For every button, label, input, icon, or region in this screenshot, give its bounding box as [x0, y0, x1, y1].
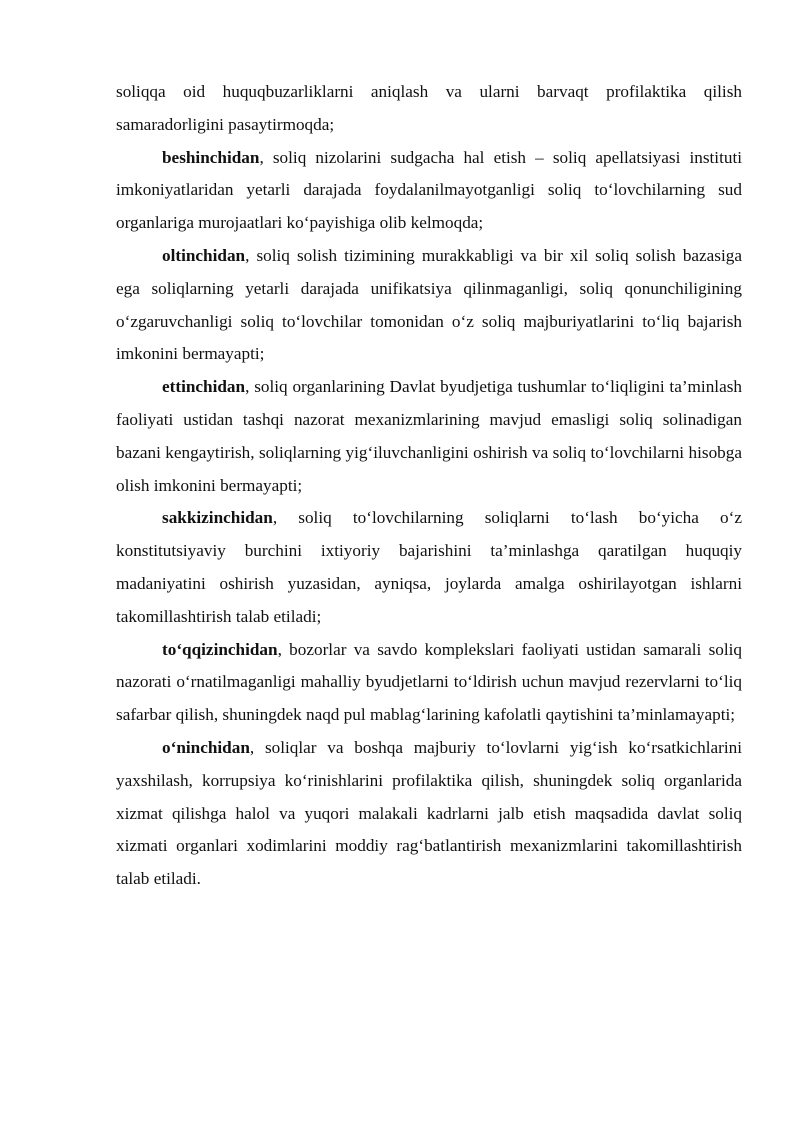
paragraph-beshinchidan — [116, 142, 742, 240]
paragraph-sakkizinchidan — [116, 502, 742, 633]
paragraph-text: soliqqa oid huquqbuzarliklarni aniqlash va ularni barvaqt profilaktika qilish samaradorligini pasaytirmoqda; — [116, 82, 742, 134]
paragraph-continuation — [116, 76, 742, 142]
paragraph-text: , soliq solish tizimining murakkabligi va bir xil soliq solish bazasiga ega soliqlarning yetarli darajada unifikatsiya qilinmaganligi, soliq qonunchiligining o‘zgaruvchanligi soliq to‘lovchilar tomonidan o‘z soliq majburiyatlarini to‘liq bajarish imkonini bermayapti; — [116, 245, 742, 364]
paragraph-oltinchidan — [116, 240, 742, 371]
paragraph-lead-word: ettinchidan — [162, 377, 246, 397]
paragraph-text: , bozorlar va savdo komplekslari faoliyati ustidan samarali soliq nazorati o‘rnatilmaganligi mahalliy byudjetlarni to‘ldirish uchun mavjud rezervlarni to‘liq safarbar qilish, shuningdek naqd pul mablag‘larining kafolatli qaytishini ta’minlamayapti; — [116, 639, 742, 725]
paragraph-lead-word: sakkizinchidan — [162, 508, 273, 528]
paragraph-text: , soliq nizolarini sudgacha hal etish – soliq apellatsiyasi instituti imkoniyatlaridan yetarli darajada foydalanilmayotganligi soliq to‘lovchilarning sud organlariga murojaatlari ko‘payishiga olib kelmoqda; — [116, 147, 742, 233]
paragraph-text: , soliq organlarining Davlat byudjetiga tushumlar to‘liqligini ta’minlash faoliyati ustidan tashqi nazorat mexanizmlarining mavjud emasligi soliq solinadigan bazani kengaytirish, soliqlarning yig‘iluvchanligini oshirish va soliq to‘lovchilarni hisobga olish imkonini bermayapti; — [116, 377, 742, 495]
paragraph-lead-word: o‘ninchidan — [162, 737, 250, 757]
paragraph-lead-word: oltinchidan — [162, 245, 246, 265]
paragraph-ettinchidan — [116, 371, 742, 502]
paragraph-text: , soliq to‘lovchilarning soliqlarni to‘lash bo‘yicha o‘z konstitutsiyaviy burchini ixtiyoriy bajarishini ta’minlashga qaratilgan huquqiy madaniyatini oshirish yuzasidan, ayniqsa, joylarda amalga oshirilayotgan ishlarni takomillashtirish talab etiladi; — [116, 508, 742, 626]
paragraph-lead-word: beshinchidan — [162, 147, 260, 167]
document-page — [116, 76, 742, 896]
paragraph-text: , soliqlar va boshqa majburiy to‘lovlarni yig‘ish ko‘rsatkichlarini yaxshilash, korrupsiya ko‘rinishlarini profilaktika qilish, shuningdek soliq organlarida xizmat qilishga halol va yuqori malakali kadrlarni jalb etish maqsadida davlat soliq xizmati organlari xodimlarini moddiy rag‘batlantirish mexanizmlarini takomillashtirish talab etiladi. — [116, 737, 742, 889]
paragraph-toqqizinchidan — [116, 634, 742, 732]
paragraph-lead-word: to‘qqizinchidan — [162, 639, 278, 659]
paragraph-oninchidan — [116, 732, 742, 896]
